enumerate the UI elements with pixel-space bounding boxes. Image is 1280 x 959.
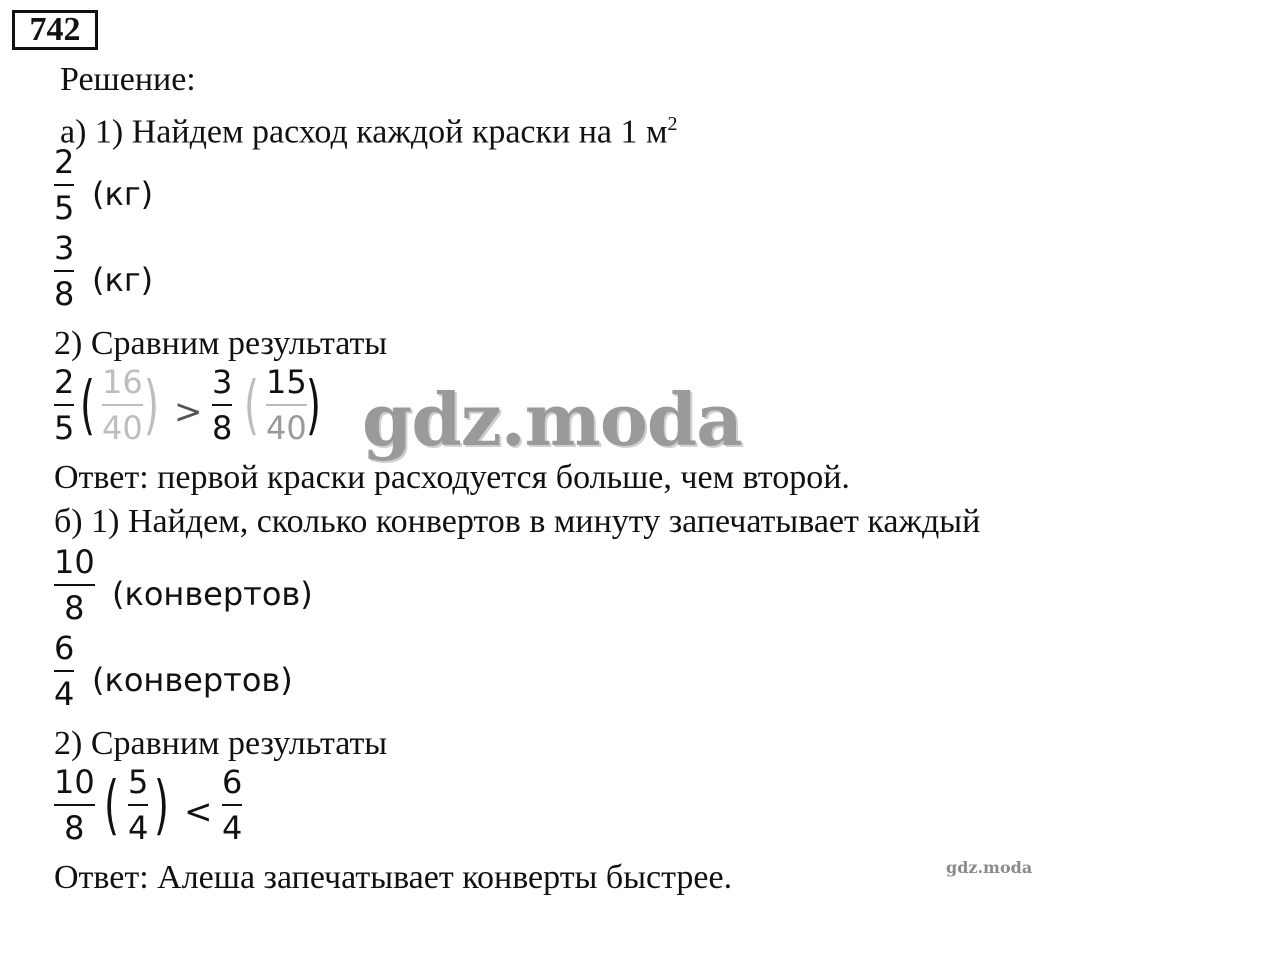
fraction-numerator: 3 (212, 363, 233, 401)
fraction-numerator: 10 (54, 543, 95, 581)
fraction-denominator: 8 (64, 809, 85, 847)
fraction-denominator: 5 (54, 189, 75, 227)
fraction-numerator: 6 (54, 629, 75, 667)
part-a-unit-1: (кг) (92, 175, 154, 213)
relation-sign: > (174, 392, 203, 432)
fraction-numerator: 2 (54, 143, 75, 181)
part-b-compare-right (222, 764, 242, 846)
fraction-numerator: 10 (54, 763, 95, 801)
part-a-fraction-1 (54, 144, 74, 226)
part-b-step2: 2) Сравним результаты (54, 725, 388, 762)
fraction-bar (102, 404, 143, 406)
fraction-bar (54, 804, 95, 806)
part-a-answer: Ответ: первой краски расходуется больше, чем второй. (54, 459, 850, 496)
watermark-small: gdz.moda (946, 858, 1033, 877)
close-paren: ) (306, 369, 321, 443)
fraction-numerator: 2 (54, 363, 75, 401)
part-b-compare-left (54, 764, 95, 846)
part-b-compare-left-equivalent (128, 764, 148, 846)
fraction-numerator: 3 (54, 229, 75, 267)
open-paren: ( (244, 369, 259, 443)
problem-number: 742 (12, 10, 98, 50)
part-a-step1 (60, 104, 678, 152)
fraction-bar (54, 404, 74, 406)
fraction-bar (54, 670, 74, 672)
fraction-numerator: 15 (266, 363, 307, 401)
watermark: gdz.moda (362, 377, 742, 462)
part-b-fraction-1 (54, 544, 95, 626)
part-a-compare-right-equivalent (266, 364, 307, 446)
solution-label: Решение: (60, 61, 196, 98)
fraction-denominator: 8 (212, 409, 233, 447)
fraction-bar (54, 584, 95, 586)
fraction-bar (54, 184, 74, 186)
part-b-fraction-2 (54, 630, 74, 712)
part-b-step1: б) 1) Найдем, сколько конвертов в минуту запечатывает каждый (54, 503, 981, 540)
close-paren: ) (154, 769, 169, 843)
fraction-bar (128, 804, 148, 806)
fraction-bar (222, 804, 242, 806)
close-paren: ) (144, 369, 159, 443)
fraction-bar (212, 404, 232, 406)
fraction-denominator: 40 (102, 409, 143, 447)
part-b-answer: Ответ: Алеша запечатывает конверты быстрее. (54, 859, 733, 896)
relation-sign: < (184, 792, 213, 832)
fraction-denominator: 8 (64, 589, 85, 627)
part-b-unit-1: (конвертов) (112, 575, 313, 613)
fraction-denominator: 8 (54, 275, 75, 313)
fraction-denominator: 4 (128, 809, 149, 847)
open-paren: ( (104, 769, 119, 843)
part-a-unit-2: (кг) (92, 261, 154, 299)
part-a-compare-right (212, 364, 232, 446)
fraction-numerator: 6 (222, 763, 243, 801)
part-a-step1-text: а) 1) Найдем расход каждой краски на 1 м (60, 113, 668, 151)
part-a-fraction-2 (54, 230, 74, 312)
fraction-bar (266, 404, 307, 406)
fraction-denominator: 4 (222, 809, 243, 847)
part-a-step2: 2) Сравним результаты (54, 325, 388, 362)
fraction-numerator: 16 (102, 363, 143, 401)
fraction-denominator: 40 (266, 409, 307, 447)
part-a-compare-left-equivalent (102, 364, 143, 446)
open-paren: ( (80, 369, 95, 443)
part-a-compare-left (54, 364, 74, 446)
part-a-step1-superscript: 2 (667, 113, 678, 135)
fraction-bar (54, 270, 74, 272)
part-b-unit-2: (конвертов) (92, 661, 293, 699)
fraction-denominator: 4 (54, 675, 75, 713)
fraction-numerator: 5 (128, 763, 149, 801)
fraction-denominator: 5 (54, 409, 75, 447)
